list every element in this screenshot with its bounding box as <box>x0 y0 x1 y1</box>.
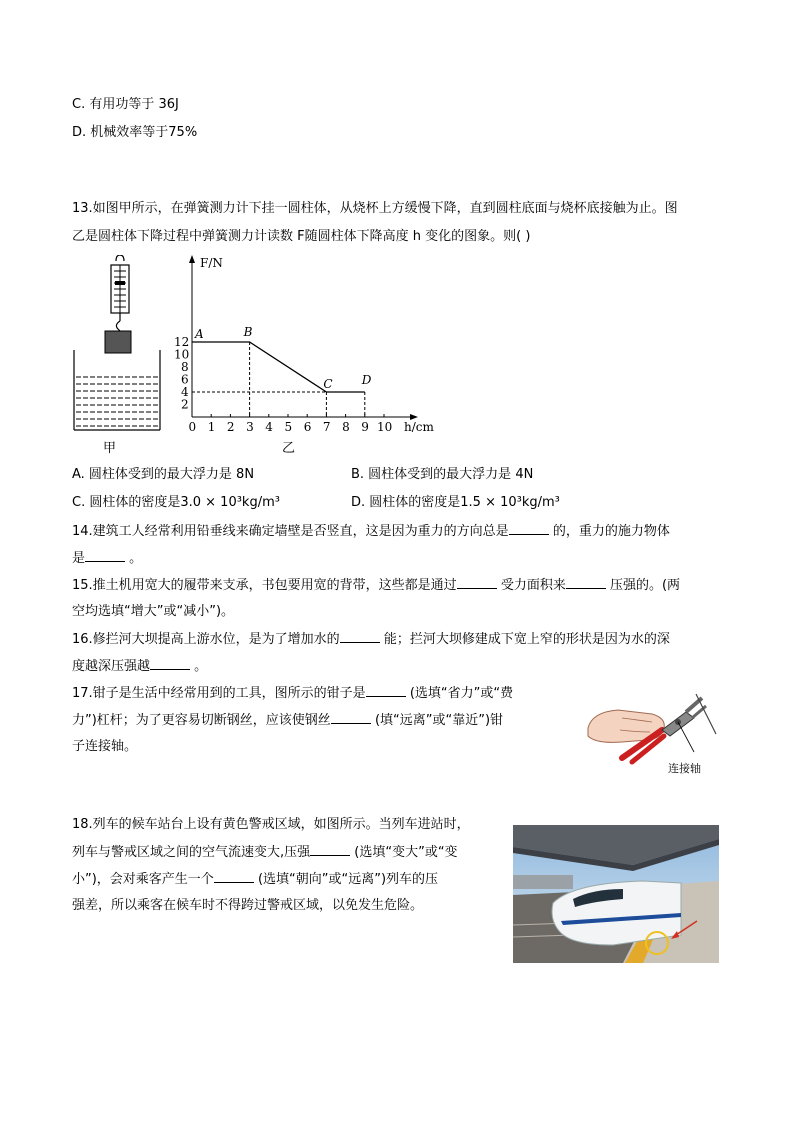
pliers-image <box>582 688 722 778</box>
q16-text-c: 度越深压强越 <box>72 659 151 674</box>
q12-option-c: C. 有用功等于 36J <box>72 97 179 112</box>
q18-text-b: (选填“变大”或“变 <box>350 845 458 860</box>
x-tick-label: 8 <box>342 420 350 434</box>
x-tick-label: 1 <box>207 420 216 434</box>
q13-stem-line2: 乙是圆柱体下降过程中弹簧测力计读数 F随圆柱体下降高度 h 变化的图象。则( ) <box>72 229 531 244</box>
q18-line3 <box>72 870 438 889</box>
q14-line1 <box>72 522 670 541</box>
q16-text-b: 能；拦河大坝修建成下宽上窄的形状是因为水的深 <box>379 632 670 647</box>
q18-line1: 18.列车的候车站台上设有黄色警戒区域，如图所示。当列车进站时， <box>72 817 470 832</box>
figure-label-yi: 乙 <box>282 441 296 456</box>
q13-stem-line1: 13.如图甲所示，在弹簧测力计下挂一圆柱体，从烧杯上方缓慢下降，直到圆柱底面与烧杯底接触为止。图 <box>72 201 678 216</box>
point-label-c: C <box>323 377 333 391</box>
y-tick-label: 10 <box>174 347 190 362</box>
q17-line2 <box>72 711 503 730</box>
q18-line4: 强差，所以乘客在候车时不得跨过警戒区域，以免发生危险。 <box>72 898 424 913</box>
q16-text-d: 。 <box>190 659 208 674</box>
q15-text-b: 受力面积来 <box>496 578 566 593</box>
q15-text-a: 15.推土机用宽大的履带来支承，书包要用宽的背带，这些都是通过 <box>72 578 457 593</box>
q12-option-d: D. 机械效率等于75% <box>72 125 198 140</box>
x-tick-label: 7 <box>322 420 331 434</box>
q15-line2: 空均选填“增大”或“减小”)。 <box>72 604 235 619</box>
q17-line1 <box>72 684 513 703</box>
q18-blank-1[interactable] <box>310 843 350 856</box>
q17-text-c: 力”)杠杆；为了更容易切断钢丝，应该使钢丝 <box>72 713 331 728</box>
y-tick-label: 6 <box>181 372 189 387</box>
point-label-d: D <box>361 373 372 387</box>
y-tick-label: 2 <box>181 397 189 412</box>
q15-line1 <box>72 576 680 595</box>
q18-text-a: 列车与警戒区域之间的空气流速变大,压强 <box>72 845 311 860</box>
q18-text-d: (选填“朝向”或“远离”)列车的压 <box>253 872 439 887</box>
q14-blank-2[interactable] <box>85 549 125 562</box>
y-axis-arrow <box>189 255 195 263</box>
y-tick-label: 8 <box>181 360 189 374</box>
point-label-b: B <box>243 325 253 339</box>
q17-line3: 子连接轴。 <box>72 739 138 754</box>
q15-blank-1[interactable] <box>457 576 497 589</box>
q17-blank-2[interactable] <box>331 711 371 724</box>
q16-line1 <box>72 630 670 649</box>
q17-blank-1[interactable] <box>366 684 406 697</box>
q14-text-c: 是 <box>72 551 86 566</box>
q16-blank-2[interactable] <box>150 657 190 670</box>
y-tick-label: 4 <box>181 385 189 399</box>
q14-line2 <box>72 549 142 568</box>
q14-text-a: 14.建筑工人经常利用铅垂线来确定墙壁是否竖直，这是因为重力的方向总是 <box>72 524 509 539</box>
q16-text-a: 16.修拦河大坝提高上游水位，是为了增加水的 <box>72 632 340 647</box>
q15-blank-2[interactable] <box>566 576 606 589</box>
y-axis-label: F/N <box>200 256 223 270</box>
x-tick-label: 4 <box>265 420 273 434</box>
pliers-caption: 连接轴 <box>668 762 701 775</box>
x-tick-label: 3 <box>246 420 254 434</box>
y-tick-label: 12 <box>174 335 190 349</box>
spring-scale-figure <box>70 255 170 460</box>
q18-blank-2[interactable] <box>214 870 254 883</box>
f-h-graph <box>170 255 450 440</box>
q16-blank-1[interactable] <box>340 630 380 643</box>
x-tick-label: 9 <box>361 420 369 434</box>
q18-line2 <box>72 843 458 862</box>
q16-line2 <box>72 657 207 676</box>
q17-text-d: (填“远离”或“靠近”)钳 <box>370 713 504 728</box>
x-tick-label: 5 <box>284 420 293 434</box>
q18-text-c: 小”)，会对乘客产生一个 <box>72 872 214 887</box>
q13-option-b: B. 圆柱体受到的最大浮力是 4N <box>351 467 534 482</box>
train-platform-photo <box>513 825 719 963</box>
q14-text-d: 。 <box>125 551 143 566</box>
x-tick-label: 0 <box>188 420 197 434</box>
x-axis-label: h/cm <box>404 420 434 434</box>
q13-option-d: D. 圆柱体的密度是1.5 × 10³kg/m³ <box>351 495 560 510</box>
q17-text-b: (选填“省力”或“费 <box>405 686 514 701</box>
q14-blank-1[interactable] <box>509 522 549 535</box>
q13-option-a: A. 圆柱体受到的最大浮力是 8N <box>72 467 255 482</box>
series-line <box>192 342 365 392</box>
q17-text-a: 17.钳子是生活中经常用到的工具，图所示的钳子是 <box>72 686 366 701</box>
q15-text-c: 压强的。(两 <box>605 578 681 593</box>
q14-text-b: 的，重力的施力物体 <box>548 524 670 539</box>
point-label-a: A <box>195 327 204 341</box>
x-tick-label: 2 <box>226 420 235 434</box>
figure-label-jia: 甲 <box>103 441 117 456</box>
x-tick-label: 10 <box>377 420 393 434</box>
q13-option-c: C. 圆柱体的密度是3.0 × 10³kg/m³ <box>72 495 280 510</box>
x-tick-label: 6 <box>303 420 312 434</box>
